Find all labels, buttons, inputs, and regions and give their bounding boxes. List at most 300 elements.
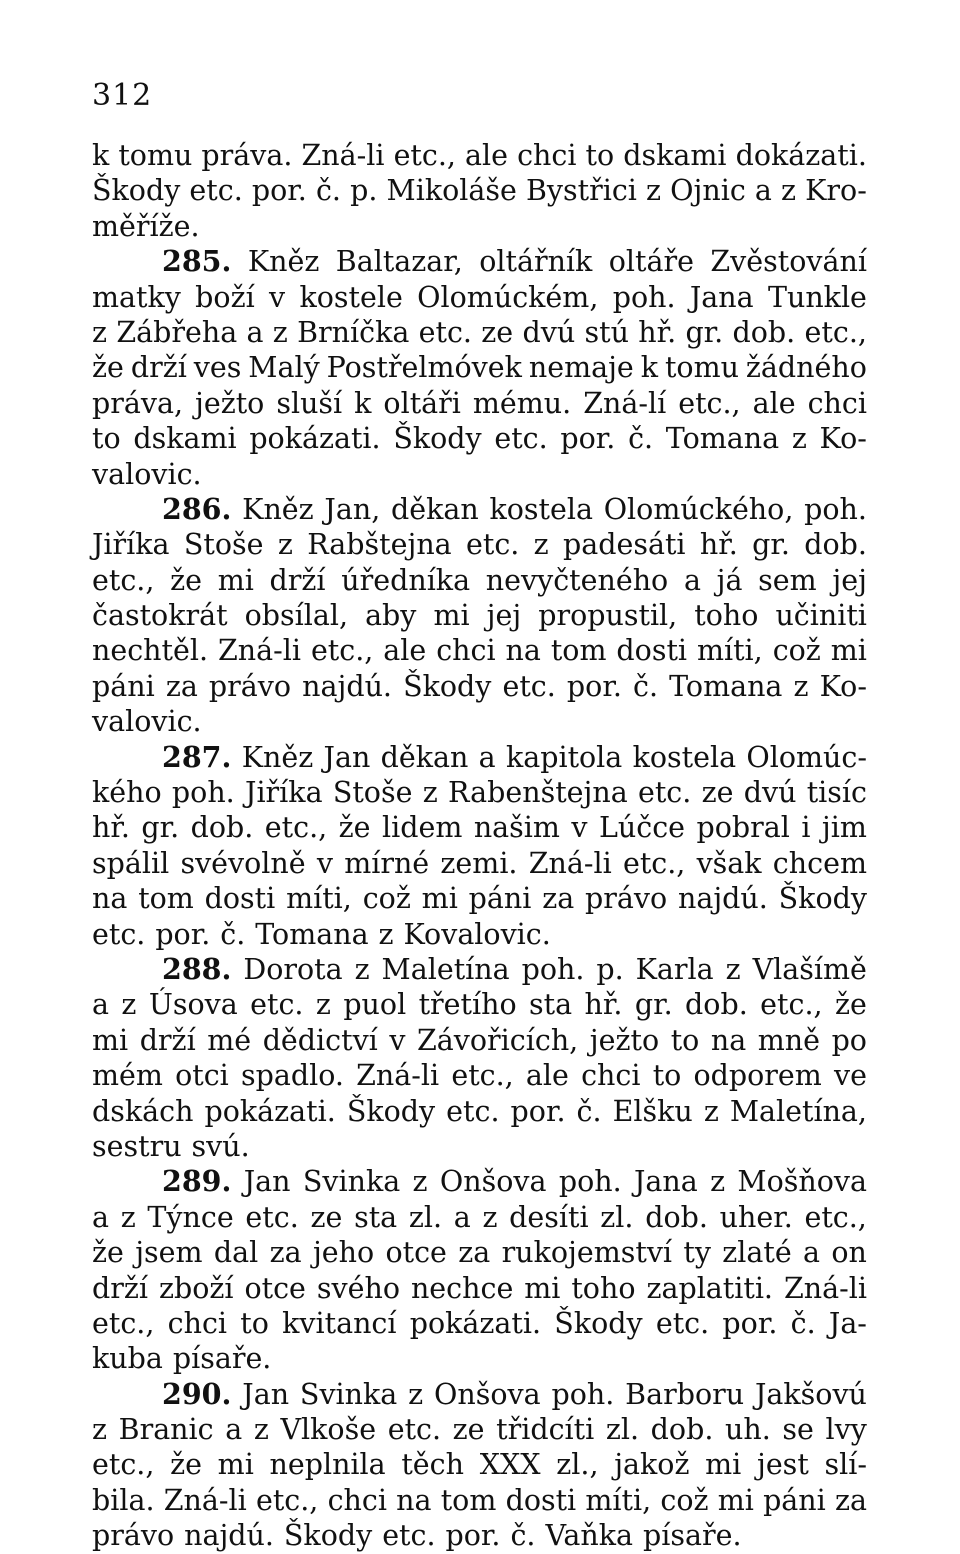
word: pokázati. <box>204 1094 336 1128</box>
word: Zná-lí <box>583 386 667 420</box>
word: úředníka <box>341 563 471 597</box>
word: p. <box>350 174 378 208</box>
word: otci <box>175 1059 229 1093</box>
word: etc., <box>264 811 328 845</box>
word: a <box>225 1413 243 1447</box>
word: sta <box>529 988 573 1022</box>
word: že <box>170 1448 202 1482</box>
word: těch <box>401 1448 464 1482</box>
word: mému. <box>472 386 572 420</box>
word: Rabenštejna <box>448 776 628 810</box>
word: Týnce <box>147 1200 234 1234</box>
entry-first-line <box>92 1377 867 1412</box>
word: etc., <box>92 1448 155 1482</box>
word: por. <box>722 1306 778 1340</box>
word: děkan <box>391 492 479 526</box>
word: dal <box>213 1236 259 1270</box>
word: svévolně <box>180 846 306 880</box>
word: Postřelmóvek <box>326 351 522 385</box>
word: poh. <box>612 280 676 314</box>
text-line <box>92 421 867 456</box>
word: Kněz <box>247 245 320 279</box>
word: Zná-li <box>301 139 385 172</box>
word: z <box>725 952 741 986</box>
word: to <box>652 1059 682 1093</box>
word: Kněz <box>241 740 314 774</box>
word: slí- <box>824 1448 867 1482</box>
word: kostele <box>299 280 403 314</box>
word: Škody <box>554 1306 643 1340</box>
word: to <box>670 1023 700 1057</box>
word: Jana <box>689 280 754 314</box>
word: tomu <box>118 139 193 172</box>
text-line <box>92 1271 867 1306</box>
word: páni <box>763 1483 826 1517</box>
word: z <box>646 174 662 208</box>
text-line <box>92 1483 867 1518</box>
word: dosti <box>204 882 276 916</box>
word: z <box>354 952 370 986</box>
word: gr. <box>685 315 724 349</box>
word: Kněz <box>242 492 314 526</box>
word: poh. <box>804 492 867 526</box>
word: dvú <box>522 315 576 349</box>
word: písaře. <box>642 1519 742 1553</box>
word: jakož <box>614 1448 690 1482</box>
word: bila. <box>92 1483 155 1517</box>
word: Škody <box>346 1094 436 1128</box>
word: jim <box>821 811 867 845</box>
word: Elšku <box>612 1094 693 1128</box>
word: odporem <box>693 1059 822 1093</box>
word: Mošňova <box>737 1165 867 1199</box>
word: Jan, <box>324 492 381 526</box>
text-line <box>92 704 867 739</box>
word: Jan <box>242 1377 290 1411</box>
word: k <box>640 351 659 385</box>
word: č. <box>576 1094 602 1128</box>
word: že <box>834 988 867 1022</box>
word: chci <box>807 386 867 420</box>
word: z <box>710 1165 726 1199</box>
word: etc. <box>387 1413 442 1447</box>
word: kapitola <box>505 740 623 774</box>
word: drží <box>130 351 187 385</box>
word: práva. <box>201 139 293 172</box>
text-line <box>92 1129 867 1164</box>
text-line <box>92 527 867 562</box>
word: kuba <box>92 1342 163 1376</box>
word: etc., <box>255 1483 319 1517</box>
word: a <box>92 988 109 1022</box>
word: však <box>696 846 762 880</box>
word: č. <box>628 422 654 456</box>
word: etc. <box>250 988 304 1022</box>
word: mi <box>217 1448 254 1482</box>
word: zl. <box>408 1200 443 1234</box>
word: pokázati. <box>249 422 381 456</box>
word: etc., <box>451 1059 514 1093</box>
word: sluší <box>276 386 343 420</box>
word: mi <box>433 599 470 633</box>
word: zl. <box>605 1413 640 1447</box>
word: Kovalovic. <box>403 917 551 951</box>
word: Zvěstování <box>710 245 867 279</box>
word: uher. <box>719 1200 793 1234</box>
word: kostela <box>489 492 593 526</box>
word: z <box>92 1413 108 1447</box>
word: dokázati. <box>735 139 867 172</box>
word: ale <box>752 386 796 420</box>
word: za <box>834 1483 867 1517</box>
word: gr. <box>634 988 673 1022</box>
word: tom <box>138 882 194 916</box>
word: mírné <box>344 846 430 880</box>
text-line <box>92 563 867 598</box>
word: to <box>240 1306 269 1340</box>
word: zl., <box>556 1448 599 1482</box>
word: za <box>458 1236 491 1270</box>
text-line <box>92 1200 867 1235</box>
word: mi <box>217 563 254 597</box>
word: stú <box>584 315 629 349</box>
word: a <box>246 315 264 349</box>
word: Zná-li <box>163 1483 247 1517</box>
word: zemi. <box>440 846 518 880</box>
word: Brníčka <box>297 315 410 349</box>
word: dosti <box>505 1483 577 1517</box>
word: z <box>791 422 807 456</box>
word: Maletína <box>381 952 510 986</box>
word: Tunkle <box>767 280 867 314</box>
word: dědictví <box>262 1023 378 1057</box>
word: dob. <box>645 1200 708 1234</box>
word: ale <box>525 1059 569 1093</box>
word: etc., <box>760 988 823 1022</box>
word: Mikoláše <box>386 174 517 208</box>
word: z <box>412 1165 428 1199</box>
word: na <box>505 634 541 668</box>
word: Tomana <box>669 669 783 703</box>
word: z <box>315 988 331 1022</box>
word: por. <box>155 917 211 951</box>
word: písaře. <box>172 1342 272 1376</box>
word: etc. <box>446 1094 500 1128</box>
word: sem <box>758 563 817 597</box>
word: Škody <box>393 422 482 456</box>
word: etc., <box>678 386 741 420</box>
word: svú. <box>191 1129 250 1163</box>
entry-first-line <box>92 1164 867 1199</box>
word: pokázati. <box>409 1306 542 1340</box>
word: por. <box>560 422 616 456</box>
word: č. <box>790 1306 816 1340</box>
word: najdú. <box>677 882 768 916</box>
text-line <box>92 315 867 350</box>
word: Jana <box>633 1165 698 1199</box>
word: Onšova <box>434 1377 541 1411</box>
word: por. <box>566 669 622 703</box>
word: hř. <box>584 988 623 1022</box>
word: to <box>585 139 615 172</box>
text-line <box>92 1306 867 1341</box>
word: chcem <box>772 846 867 880</box>
word: chci <box>167 1306 228 1340</box>
word: v <box>389 1023 406 1057</box>
word: hř. <box>638 315 677 349</box>
entry-first-line <box>92 244 867 279</box>
word: Svinka <box>299 1377 398 1411</box>
word: že <box>170 563 202 597</box>
word: což <box>772 634 821 668</box>
text-line <box>92 457 867 492</box>
word: puol <box>343 988 407 1022</box>
text-line <box>92 987 867 1022</box>
word: obsílal, <box>244 599 349 633</box>
word: tom <box>440 1483 497 1517</box>
word: a <box>478 740 496 774</box>
word: v <box>269 280 286 314</box>
word: po <box>831 1023 867 1057</box>
word: na <box>396 1483 432 1517</box>
word: uh. <box>725 1413 771 1447</box>
word: Stoše <box>332 776 413 810</box>
word: etc., <box>393 139 456 172</box>
word: otce <box>244 1271 306 1305</box>
word: etc. <box>494 422 548 456</box>
body-text <box>92 138 867 1554</box>
word: neplnila <box>269 1448 386 1482</box>
word: z <box>120 1200 136 1234</box>
word: za <box>165 669 198 703</box>
word: učiniti <box>775 599 867 633</box>
word: mi <box>705 1448 742 1482</box>
word: z <box>793 669 809 703</box>
word: propustil, <box>538 599 678 633</box>
word: Jakšovú <box>754 1377 867 1411</box>
word: Zná-li <box>783 1271 867 1305</box>
word: Ko- <box>819 422 867 456</box>
word: na <box>92 882 128 916</box>
word: tom <box>550 634 607 668</box>
word: gr. <box>752 528 790 562</box>
word: Svinka <box>302 1165 401 1199</box>
word: ze <box>701 776 734 810</box>
word: z <box>92 315 108 349</box>
word: otce <box>385 1236 447 1270</box>
text-line <box>92 598 867 633</box>
word: etc., <box>804 315 867 349</box>
text-line <box>92 1235 867 1270</box>
word: za <box>542 882 575 916</box>
word: etc., <box>310 634 374 668</box>
word: Onšova <box>439 1165 547 1199</box>
word: Vlkoše <box>280 1413 377 1447</box>
page-number: 312 <box>92 78 153 113</box>
word: k <box>92 139 110 172</box>
entry-number: 290. <box>162 1376 232 1411</box>
word: já <box>716 563 743 597</box>
word: což <box>362 882 411 916</box>
word: zlaté <box>722 1236 792 1270</box>
word: mé <box>207 1023 252 1057</box>
word: mi <box>524 1271 561 1305</box>
word: mi <box>830 634 867 668</box>
word: kého <box>92 776 162 810</box>
word: Vaňka <box>545 1519 634 1553</box>
word: etc., <box>92 1306 155 1340</box>
word: sta <box>354 1200 398 1234</box>
word: ve <box>834 1059 867 1093</box>
word: č. <box>510 1519 536 1553</box>
text-line <box>92 280 867 315</box>
word: hř. <box>699 528 738 562</box>
text-line <box>92 1023 867 1058</box>
text-line <box>92 1447 867 1482</box>
text-line <box>92 209 867 244</box>
word: etc. <box>655 1306 710 1340</box>
word: Stoše <box>183 528 264 562</box>
word: jsem <box>135 1236 203 1270</box>
word: matky <box>92 280 181 314</box>
word: nevyčteného <box>485 563 669 597</box>
word: ty <box>683 1236 711 1270</box>
word: etc. <box>245 1200 299 1234</box>
word: nechce <box>410 1271 514 1305</box>
word: p. <box>596 952 624 986</box>
word: desíti <box>509 1200 589 1234</box>
word: měříže. <box>92 209 200 243</box>
word: dskami <box>623 139 727 172</box>
word: drží <box>92 1271 148 1305</box>
word: Škody <box>283 1519 373 1553</box>
word: sestru <box>92 1129 182 1163</box>
word: Jiříka <box>92 528 170 562</box>
word: jest <box>756 1448 809 1482</box>
entry-number: 288. <box>162 951 232 986</box>
word: dob. <box>190 811 254 845</box>
word: žádného <box>745 351 867 385</box>
word: lidem <box>382 811 463 845</box>
word: XXX <box>479 1448 541 1482</box>
text-line <box>92 1341 867 1376</box>
word: právo <box>92 1519 175 1553</box>
word: to <box>92 422 121 456</box>
word: etc., <box>804 1200 867 1234</box>
entry-number: 286. <box>162 491 232 526</box>
word: mně <box>757 1023 821 1057</box>
word: ježto <box>589 1023 660 1057</box>
word: ze <box>481 315 514 349</box>
entry-number: 289. <box>162 1164 232 1199</box>
word: z <box>378 917 394 951</box>
text-line <box>92 386 867 421</box>
word: mi <box>717 1483 754 1517</box>
word: Škody <box>92 174 181 208</box>
word: Olomúckém, <box>417 280 599 314</box>
word: častokrát <box>92 599 228 633</box>
word: dskami <box>133 422 237 456</box>
word: a <box>453 1200 471 1234</box>
word: kostela <box>632 740 737 774</box>
word: Dorota <box>243 952 343 986</box>
word: Rabštejna <box>307 528 452 562</box>
word: chci <box>436 634 496 668</box>
word: drží <box>139 1023 196 1057</box>
text-line <box>92 1412 867 1447</box>
word: ze <box>452 1413 485 1447</box>
word: aby <box>365 599 417 633</box>
text-line <box>92 1058 867 1093</box>
word: Zná-li <box>356 1059 440 1093</box>
word: najdú. <box>302 669 392 703</box>
word: etc. <box>382 1519 436 1553</box>
word: Ko- <box>819 669 867 703</box>
word: lvy <box>825 1413 867 1447</box>
word: pobral <box>696 811 790 845</box>
word: mi <box>421 882 458 916</box>
word: drží <box>269 563 326 597</box>
word: dob. <box>804 528 867 562</box>
word: našim <box>473 811 560 845</box>
word: č. <box>315 174 341 208</box>
word: Zná-li <box>528 846 612 880</box>
word: a <box>92 1200 109 1234</box>
word: Kro- <box>805 174 867 208</box>
word: jej <box>486 599 522 633</box>
word: právo <box>585 882 668 916</box>
word: Malý <box>248 351 320 385</box>
word: oltáři <box>383 386 461 420</box>
entry-number: 287. <box>162 739 232 774</box>
word: míti, <box>286 882 352 916</box>
word: č. <box>632 669 659 703</box>
word: dosti <box>616 634 688 668</box>
word: ale <box>465 139 509 172</box>
word: svého <box>316 1271 400 1305</box>
word: třetího <box>418 988 517 1022</box>
word: páni <box>92 669 155 703</box>
word: míti, <box>585 1483 652 1517</box>
word: za <box>269 1236 302 1270</box>
word: a <box>683 563 701 597</box>
word: v <box>316 846 333 880</box>
word: ze <box>310 1200 343 1234</box>
word: oltáře <box>608 245 694 279</box>
word: č. <box>220 917 246 951</box>
word: dvú <box>743 776 797 810</box>
word: por. <box>445 1519 501 1553</box>
text-line <box>92 350 867 385</box>
word: Jiříka <box>245 776 323 810</box>
word: z <box>482 1200 498 1234</box>
word: ves <box>193 351 242 385</box>
word: Jan <box>323 740 371 774</box>
word: což <box>660 1483 709 1517</box>
word: z <box>533 528 549 562</box>
word: že <box>92 1236 124 1270</box>
word: z <box>422 776 438 810</box>
word: Tomana <box>665 422 780 456</box>
word: Tomana <box>255 917 369 951</box>
word: etc. <box>637 776 692 810</box>
word: na <box>710 1023 747 1057</box>
word: najdú. <box>184 1519 274 1553</box>
word: on <box>831 1236 867 1270</box>
text-line <box>92 173 867 208</box>
word: Baltazar, <box>335 245 463 279</box>
word: děkan <box>380 740 469 774</box>
